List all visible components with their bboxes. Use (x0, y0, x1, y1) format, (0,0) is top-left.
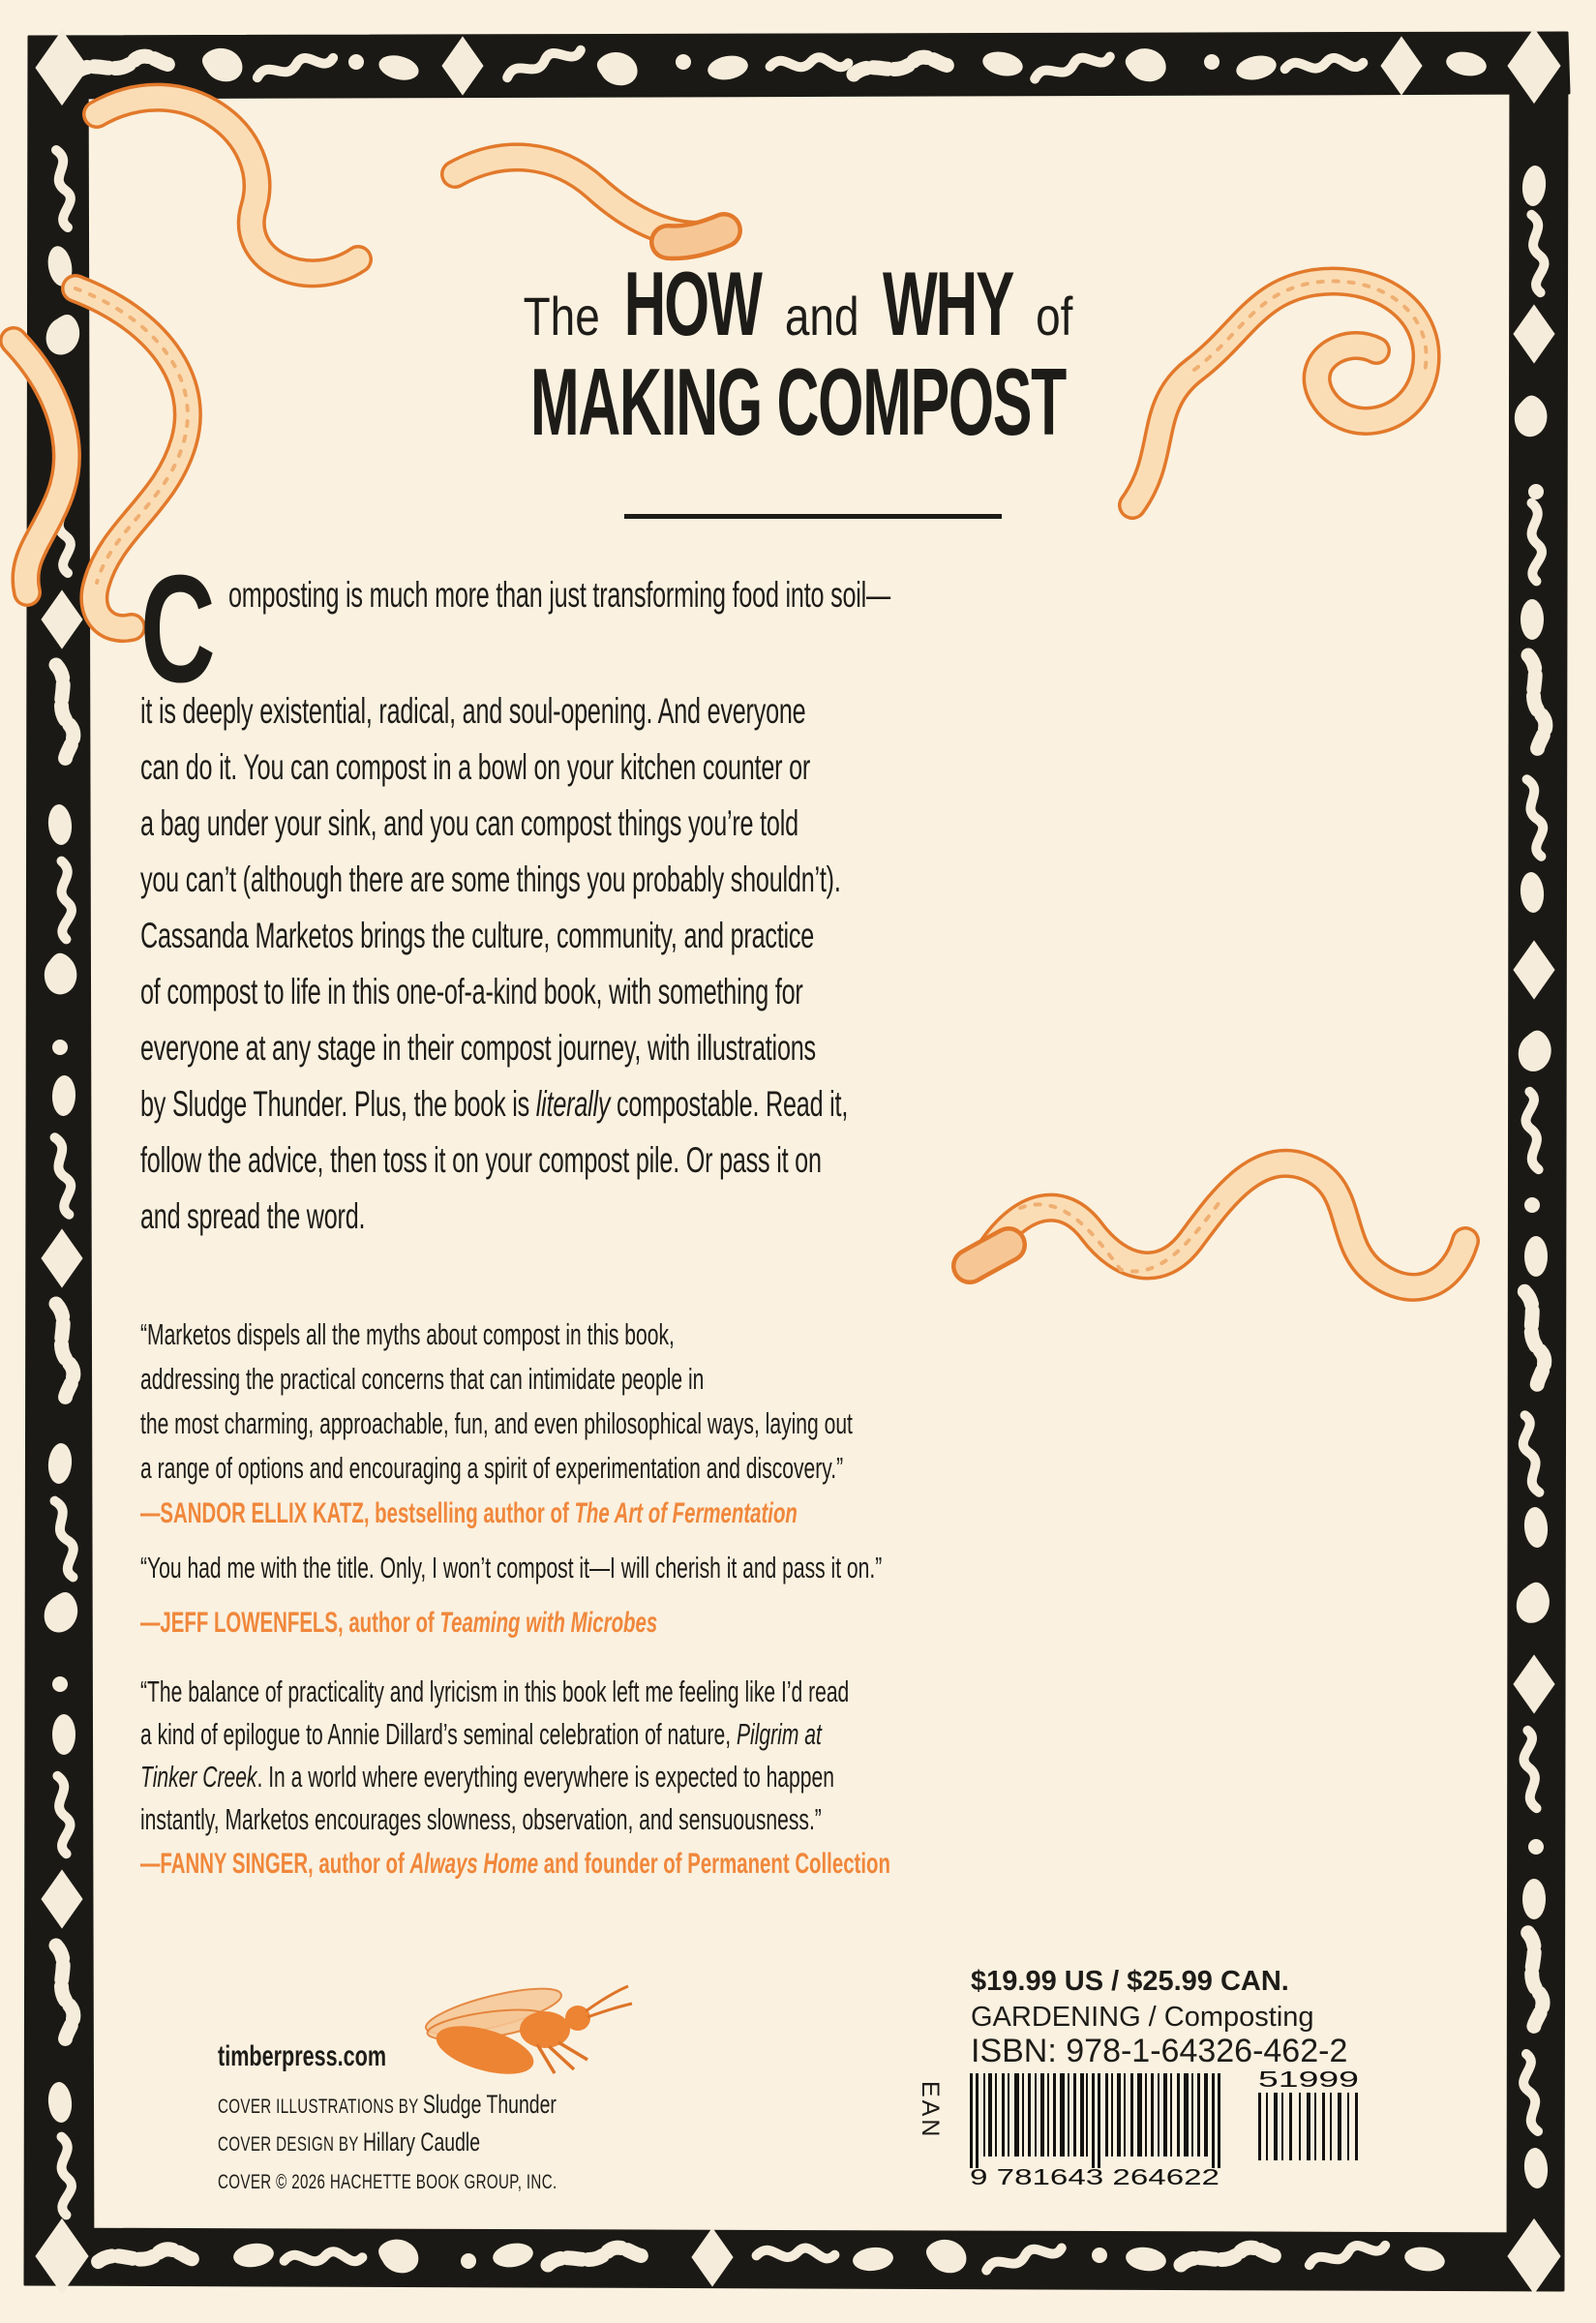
subject-category: GARDENING / Composting (971, 2002, 1314, 2033)
tagline-line2: MAKING COMPOST (529, 348, 1067, 455)
blurb-text: “The balance of practicality and lyricism in this book left me feeling like I’d read a kind of epilogue to Annie Dillard’s seminal celebration of nature, Pilgrim at Tinker Creek. In a world where everything everywhere is expected to happen instantly, Marketos encourages slowness, observation, and sensuousness.” (140, 1674, 850, 1836)
blurb-attribution: —JEFF LOWENFELS, author of Teaming with Microbes (140, 1607, 658, 1639)
blurb-quote-lowenfels (140, 1546, 882, 1643)
isbn-number: ISBN: 978-1-64326-462-2 (971, 2033, 1348, 2069)
blurb-text: “You had me with the title. Only, I won’t compost it—I will cherish it and pass it on.” (140, 1551, 883, 1584)
ean-label: EAN (917, 2081, 944, 2140)
worm-illustration-top-left-2 (455, 157, 724, 242)
credit-illustrations: COVER ILLUSTRATIONS BY Sludge Thunder (218, 2090, 557, 2119)
drop-cap: C (140, 544, 216, 714)
blurb-attribution: —SANDOR ELLIX KATZ, bestselling author of The Art of Fermentation (140, 1497, 798, 1529)
description-text: omposting is much more than just transforming food into soil— it is deeply existential, radical, and soul-opening. And everyone can do it. You can compost in a bowl on your kitchen counter or a bag under your sink, and you can compost things you’re told you can’t (although there are some things you probably shouldn’t). Cassanda Marketos brings the culture, community, and practice of compost to life in this one-of-a-kind book, with something for everyone at any stage in their compost journey, with illustrations by Sludge Thunder. Plus, the book is literally compostable. Read it, follow the advice, then toss it on your compost pile. Or pass it on and spread the word. (140, 575, 890, 1236)
barcode-supplement-digits: 51999 (1258, 2071, 1359, 2092)
worm-illustration-top-left-1 (97, 98, 358, 274)
credit-design: COVER DESIGN BY Hillary Caudle (218, 2127, 481, 2157)
publisher-website: timberpress.com (218, 2040, 387, 2072)
publisher-block (218, 2040, 557, 2200)
barcode (968, 2071, 1365, 2187)
blurb-attribution: —FANNY SINGER, author of Always Home and founder of Permanent Collection (140, 1848, 890, 1880)
credit-copyright: COVER © 2026 HACHETTE BOOK GROUP, INC. (218, 2171, 557, 2193)
blurb-quote-singer (140, 1671, 890, 1884)
worm-illustration-middle-right (970, 1163, 1465, 1287)
blurb-text: “Marketos dispels all the myths about compost in this book, addressing the practical concerns that can intimidate people in the most charming, approachable, fun, and even philosophical ways, laying out a range of options and encouraging a spirit of experimentation and discovery.” (140, 1317, 853, 1485)
blurb-quote-katz (140, 1312, 853, 1533)
description-paragraph (140, 544, 890, 1245)
worm-illustration-top-left-4 (14, 341, 67, 592)
barcode-digits: 9 781643 264622 (970, 2164, 1220, 2187)
price: $19.99 US / $25.99 CAN. (971, 1966, 1289, 1997)
divider-rule (624, 514, 1002, 519)
tagline-line1: The HOW and WHY of (523, 253, 1073, 354)
